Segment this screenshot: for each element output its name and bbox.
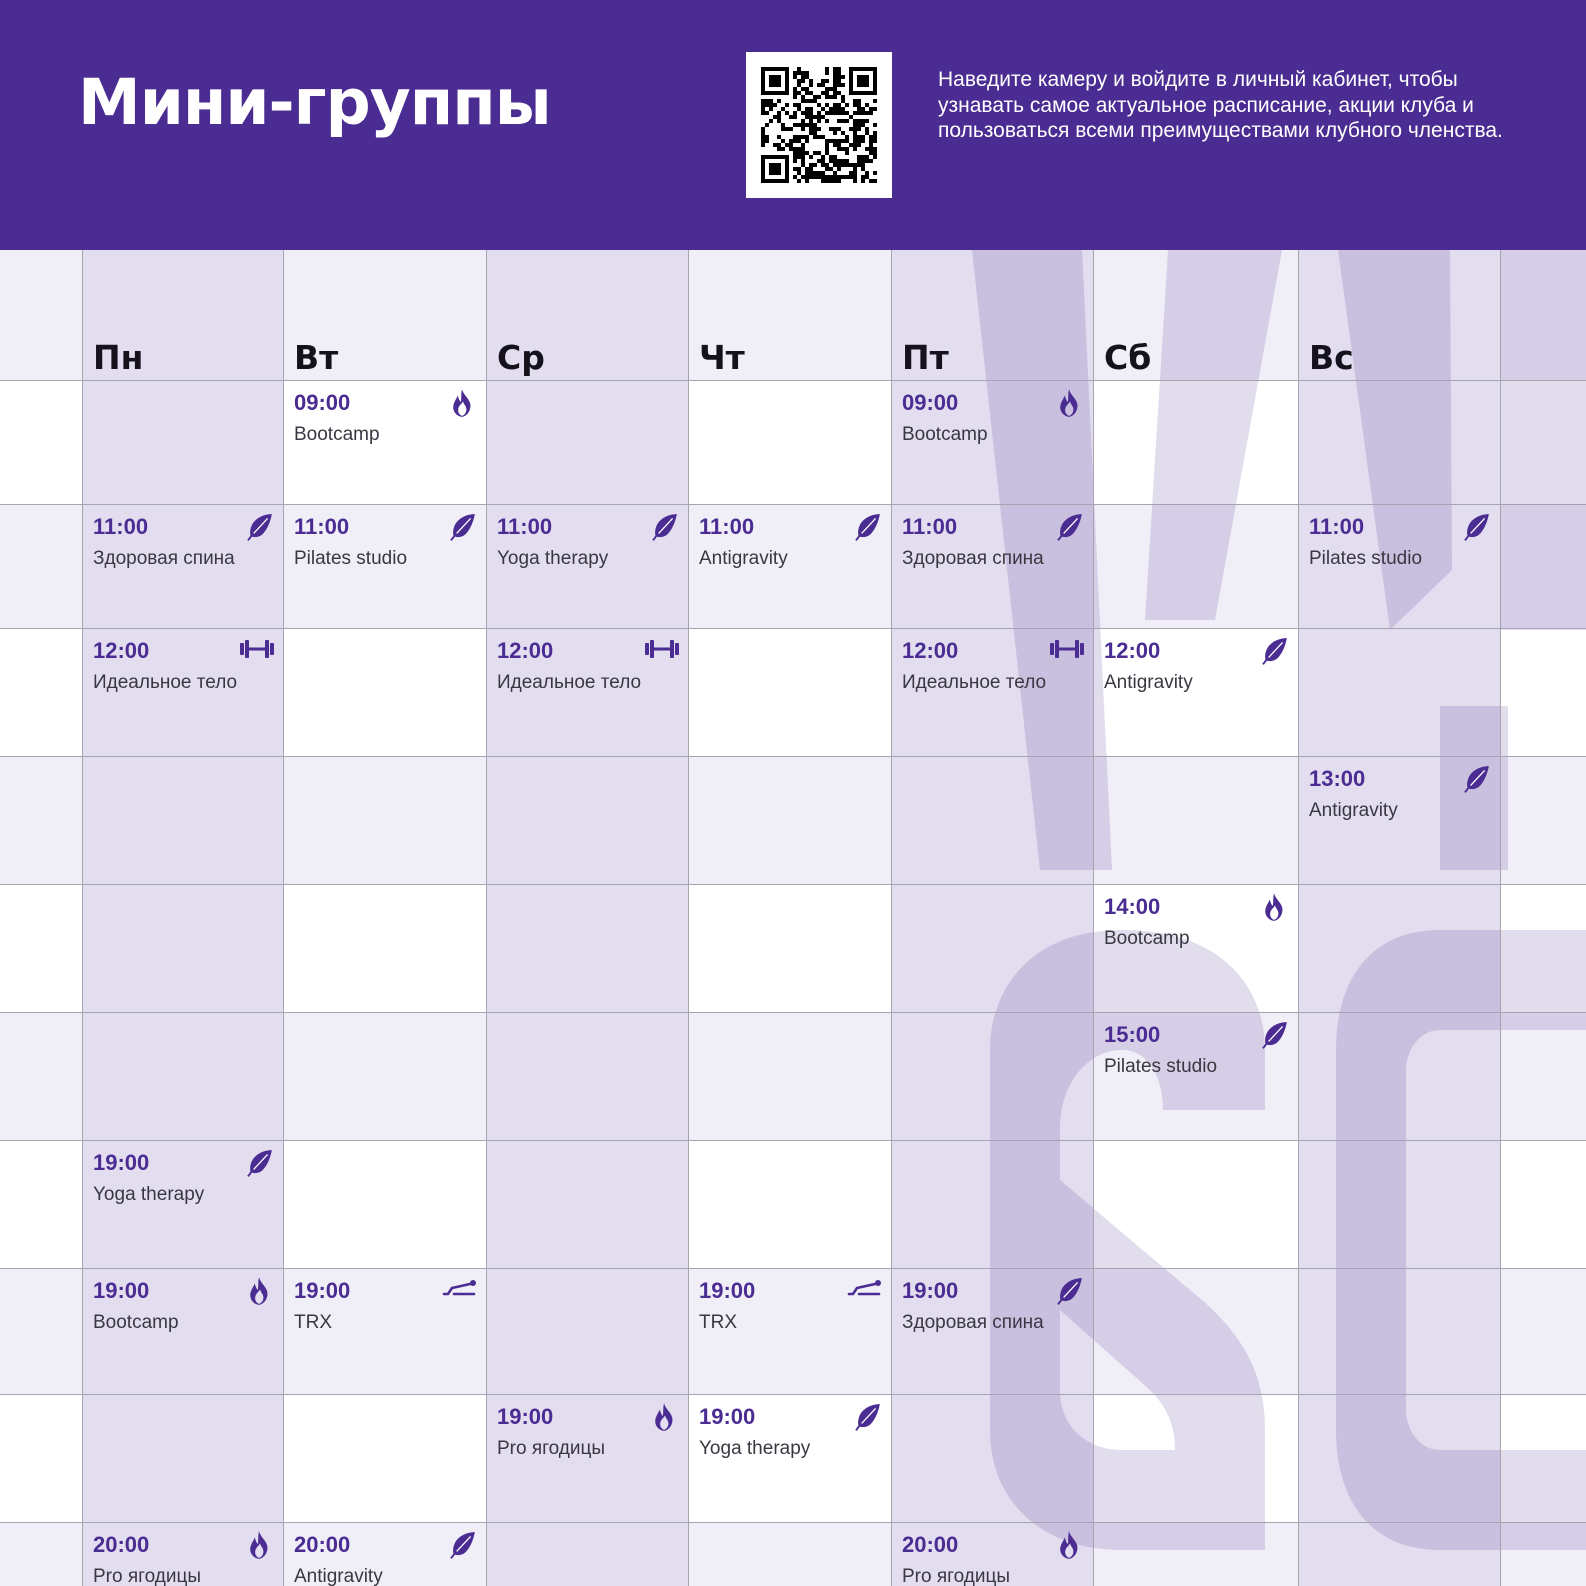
class-cell[interactable] bbox=[82, 1268, 283, 1392]
class-cell[interactable] bbox=[283, 504, 486, 628]
class-time: 14:00 bbox=[1104, 894, 1161, 919]
class-time: 20:00 bbox=[294, 1532, 351, 1557]
class-name: TRX bbox=[294, 1312, 332, 1333]
class-time: 12:00 bbox=[497, 638, 554, 663]
class-name: Здоровая спина bbox=[902, 1312, 1044, 1333]
class-cell[interactable] bbox=[1093, 1012, 1298, 1136]
class-time: 11:00 bbox=[902, 514, 958, 539]
qr-caption: Наведите камеру и войдите в личный кабинет, чтобы узнавать самое актуальное расписание, акции клуба и пользоваться всеми преимуществами клубного членства. bbox=[938, 68, 1503, 142]
flame-icon bbox=[446, 388, 478, 418]
class-name: Antigravity bbox=[1309, 800, 1398, 821]
class-name: Pro ягодицы bbox=[93, 1566, 202, 1586]
class-name: Pilates studio bbox=[294, 548, 408, 569]
class-name: Pilates studio bbox=[1104, 1056, 1218, 1077]
class-time: 12:00 bbox=[1104, 638, 1161, 663]
class-time: 09:00 bbox=[294, 390, 351, 415]
class-time: 19:00 bbox=[699, 1404, 756, 1429]
flame-icon bbox=[1053, 388, 1085, 418]
feather-icon bbox=[446, 1530, 478, 1560]
feather-icon bbox=[1460, 512, 1492, 542]
class-time: 20:00 bbox=[93, 1532, 150, 1557]
day-header: Вт bbox=[294, 338, 339, 377]
grid-vline bbox=[1298, 250, 1299, 1586]
day-header: Вс bbox=[1309, 338, 1354, 377]
class-name: Antigravity bbox=[699, 548, 788, 569]
class-cell[interactable] bbox=[688, 504, 891, 628]
day-header: Сб bbox=[1104, 338, 1152, 377]
class-name: Pilates studio bbox=[1309, 548, 1423, 569]
class-name: Antigravity bbox=[294, 1566, 383, 1586]
class-cell[interactable] bbox=[82, 504, 283, 628]
class-name: Идеальное тело bbox=[497, 672, 642, 693]
grid-vline bbox=[486, 250, 487, 1586]
class-time: 11:00 bbox=[699, 514, 755, 539]
class-cell[interactable] bbox=[891, 1522, 1093, 1586]
class-cell[interactable] bbox=[82, 628, 283, 752]
day-header: Чт bbox=[699, 338, 745, 377]
column-shade bbox=[1298, 250, 1500, 1586]
class-time: 19:00 bbox=[497, 1404, 554, 1429]
class-time: 19:00 bbox=[902, 1278, 959, 1303]
class-time: 12:00 bbox=[93, 638, 150, 663]
feather-icon bbox=[1258, 636, 1290, 666]
qr-code-icon bbox=[761, 67, 877, 183]
column-shade bbox=[486, 250, 688, 1586]
class-name: Pro ягодицы bbox=[902, 1566, 1011, 1586]
class-time: 09:00 bbox=[902, 390, 959, 415]
class-cell[interactable] bbox=[1093, 628, 1298, 752]
day-header: Пн bbox=[93, 338, 144, 377]
feather-icon bbox=[1053, 1276, 1085, 1306]
page-title: Мини-группы bbox=[78, 66, 551, 139]
class-name: Antigravity bbox=[1104, 672, 1193, 693]
feather-icon bbox=[1053, 512, 1085, 542]
trx-icon bbox=[442, 1278, 478, 1298]
class-cell[interactable] bbox=[891, 504, 1093, 628]
class-time: 11:00 bbox=[497, 514, 553, 539]
flame-icon bbox=[1053, 1530, 1085, 1560]
flame-icon bbox=[1258, 892, 1290, 922]
class-cell[interactable] bbox=[486, 504, 688, 628]
class-cell[interactable] bbox=[891, 628, 1093, 752]
class-cell[interactable] bbox=[688, 1394, 891, 1518]
feather-icon bbox=[648, 512, 680, 542]
class-name: Здоровая спина bbox=[902, 548, 1044, 569]
class-name: Yoga therapy bbox=[497, 548, 609, 569]
class-name: Bootcamp bbox=[294, 424, 380, 445]
class-cell[interactable] bbox=[891, 380, 1093, 504]
class-cell[interactable] bbox=[486, 1394, 688, 1518]
flame-icon bbox=[243, 1276, 275, 1306]
class-cell[interactable] bbox=[283, 1522, 486, 1586]
grid-hline bbox=[0, 380, 1586, 381]
class-cell[interactable] bbox=[283, 1268, 486, 1392]
class-name: Здоровая спина bbox=[93, 548, 235, 569]
class-cell[interactable] bbox=[1298, 756, 1500, 880]
class-cell[interactable] bbox=[1093, 884, 1298, 1008]
class-time: 19:00 bbox=[699, 1278, 756, 1303]
day-header: Ср bbox=[497, 338, 545, 377]
grid-hline bbox=[0, 1012, 1586, 1013]
class-time: 11:00 bbox=[1309, 514, 1365, 539]
class-name: Идеальное тело bbox=[93, 672, 238, 693]
day-header: Пт bbox=[902, 338, 949, 377]
feather-icon bbox=[243, 1148, 275, 1178]
class-time: 19:00 bbox=[294, 1278, 351, 1303]
feather-icon bbox=[851, 512, 883, 542]
trx-icon bbox=[847, 1278, 883, 1298]
class-cell[interactable] bbox=[688, 1268, 891, 1392]
class-time: 13:00 bbox=[1309, 766, 1366, 791]
flame-icon bbox=[243, 1530, 275, 1560]
class-time: 15:00 bbox=[1104, 1022, 1161, 1047]
header bbox=[0, 0, 1586, 250]
class-name: TRX bbox=[699, 1312, 737, 1333]
class-cell[interactable] bbox=[486, 628, 688, 752]
class-time: 19:00 bbox=[93, 1150, 150, 1175]
class-time: 20:00 bbox=[902, 1532, 959, 1557]
dumbbell-icon bbox=[642, 639, 682, 659]
class-cell[interactable] bbox=[82, 1522, 283, 1586]
grid-vline bbox=[1500, 250, 1501, 1586]
flame-icon bbox=[648, 1402, 680, 1432]
class-time: 12:00 bbox=[902, 638, 959, 663]
class-name: Yoga therapy bbox=[699, 1438, 811, 1459]
feather-icon bbox=[446, 512, 478, 542]
class-name: Bootcamp bbox=[1104, 928, 1190, 949]
feather-icon bbox=[1258, 1020, 1290, 1050]
schedule-grid bbox=[0, 250, 1586, 1586]
class-time: 11:00 bbox=[93, 514, 149, 539]
dumbbell-icon bbox=[237, 639, 277, 659]
class-name: Bootcamp bbox=[902, 424, 988, 445]
qr-code bbox=[746, 52, 892, 198]
class-name: Bootcamp bbox=[93, 1312, 179, 1333]
feather-icon bbox=[243, 512, 275, 542]
feather-icon bbox=[851, 1402, 883, 1432]
feather-icon bbox=[1460, 764, 1492, 794]
class-time: 11:00 bbox=[294, 514, 350, 539]
class-cell[interactable] bbox=[82, 1140, 283, 1264]
class-cell[interactable] bbox=[1298, 504, 1500, 628]
class-name: Идеальное тело bbox=[902, 672, 1047, 693]
grid-hline bbox=[0, 884, 1586, 885]
class-time: 19:00 bbox=[93, 1278, 150, 1303]
class-cell[interactable] bbox=[891, 1268, 1093, 1392]
dumbbell-icon bbox=[1047, 639, 1087, 659]
class-cell[interactable] bbox=[283, 380, 486, 504]
class-name: Yoga therapy bbox=[93, 1184, 205, 1205]
class-name: Pro ягодицы bbox=[497, 1438, 606, 1459]
